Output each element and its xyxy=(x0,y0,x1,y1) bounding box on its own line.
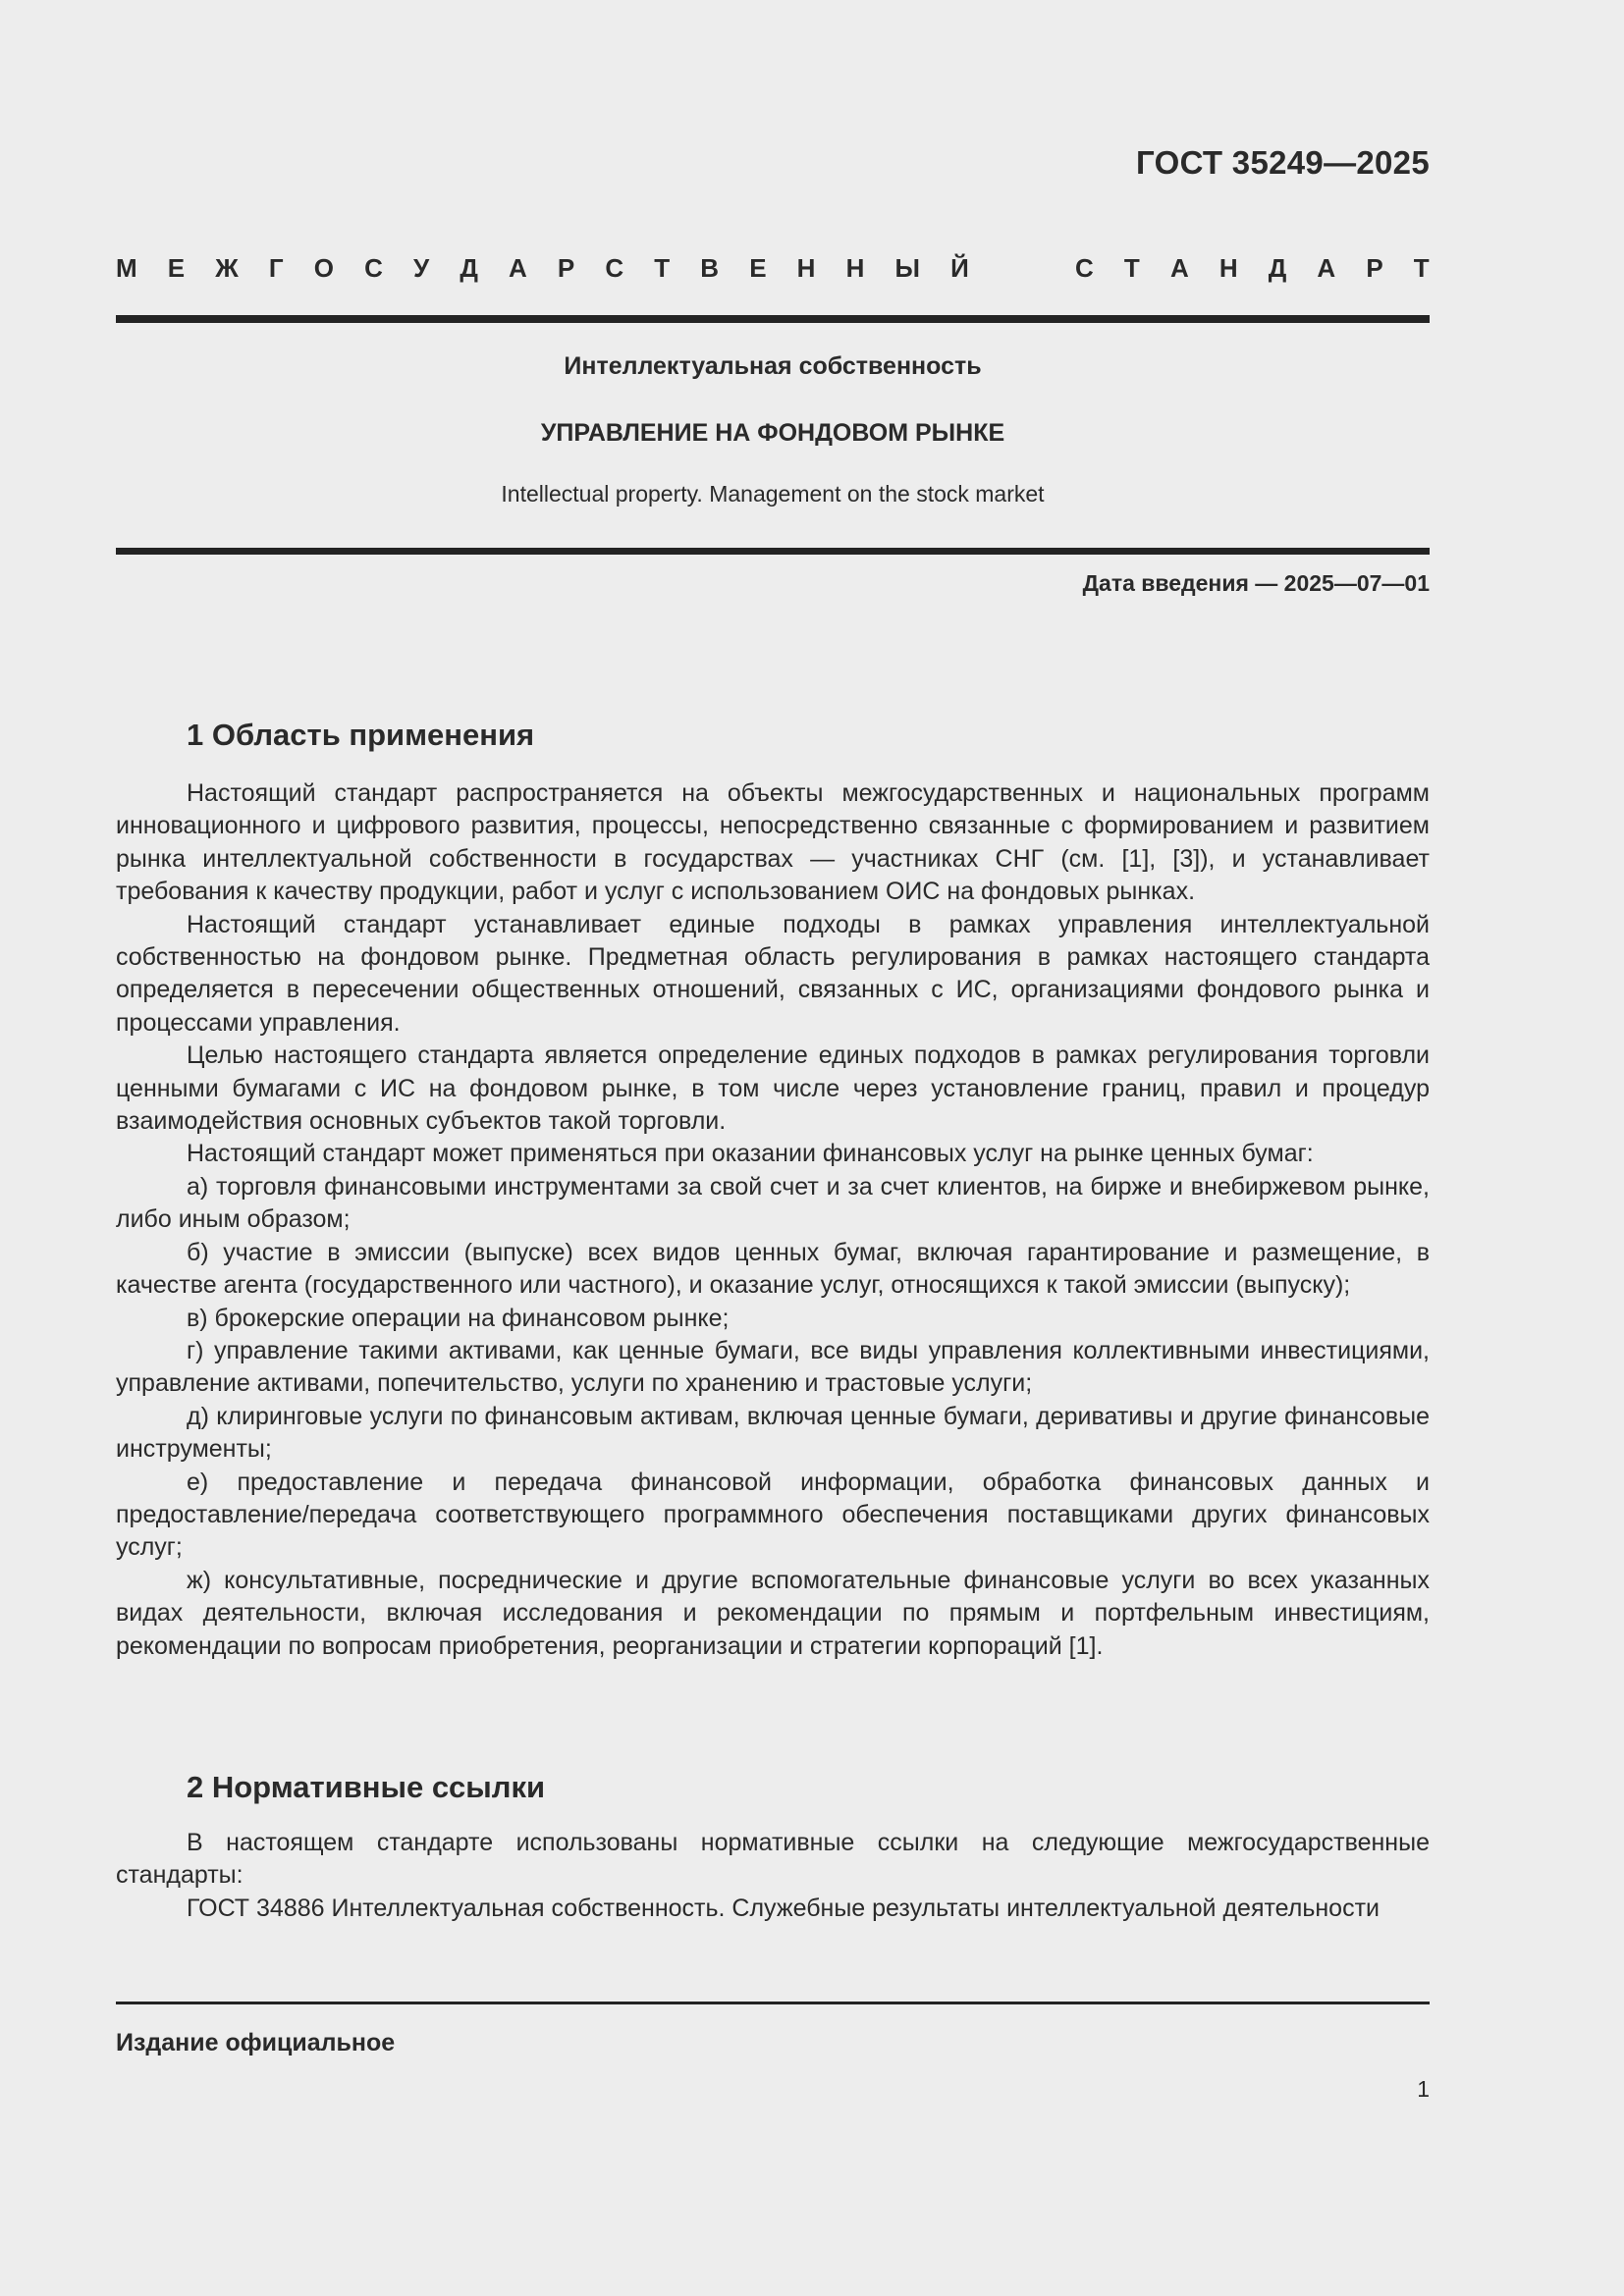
gost-number: ГОСТ 35249—2025 xyxy=(1136,144,1430,181)
heading-letter: Р xyxy=(1366,253,1383,283)
paragraph: Настоящий стандарт устанавливает единые подходы в рамках управления интеллектуальной собственностью на фондовом рынке. Предметная область регулирования в рамках настоящего стандарта определяется в пересечении общественных отношений, связанных с ИС, организациями фондового рынка и процессами управления. xyxy=(116,910,1430,1037)
heading-letter: А xyxy=(1169,253,1189,283)
list-item: в) брокерские операции на финансовом рынке; xyxy=(187,1304,730,1332)
word-gap xyxy=(1000,253,1045,284)
heading-letter: Т xyxy=(1413,253,1430,283)
heading-letter: Д xyxy=(1268,253,1287,283)
heading-letter: Й xyxy=(950,253,969,283)
list-item: а) торговля финансовыми инструментами за свой счет и за счет клиентов, на бирже и внебиржевом рынке, либо иным образом; xyxy=(116,1172,1430,1234)
section-2-body xyxy=(116,1827,1430,1925)
section-2-heading: 2 Нормативные ссылки xyxy=(187,1770,546,1804)
heading-letter: Ы xyxy=(894,253,920,283)
list-item: ж) консультативные, посреднические и другие вспомогательные финансовые услуги во всех указанных видах деятельности, включая исследования и рекомендации по прямым и портфельным инвестициям, рекомендации по вопросам приобретения, реорганизации и стратегии корпораций [1]. xyxy=(116,1566,1430,1660)
paragraph: ГОСТ 34886 Интеллектуальная собственность. Служебные результаты интеллектуальной деятельности xyxy=(187,1894,1380,1922)
standard-type-heading xyxy=(116,253,1430,284)
title-english: Intellectual property. Management on the stock market xyxy=(501,481,1045,507)
heading-letter: Е xyxy=(749,253,767,283)
document-page xyxy=(116,0,1430,2296)
heading-letter: С xyxy=(364,253,383,283)
heading-letter: Т xyxy=(654,253,671,283)
heading-letter: Н xyxy=(1218,253,1238,283)
section-1-heading: 1 Область применения xyxy=(187,718,535,752)
edition-note: Издание официальное xyxy=(116,2029,396,2056)
heading-letter: Т xyxy=(1123,253,1140,283)
heading-letter: Ж xyxy=(215,253,239,283)
page-number: 1 xyxy=(1417,2076,1430,2102)
list-item: б) участие в эмиссии (выпуске) всех видов ценных бумаг, включая гарантирование и размещение, в качестве агента (государственного или частного), и оказание услуг, относящихся к такой эмиссии (выпуску); xyxy=(116,1238,1430,1300)
header-top-rule xyxy=(116,315,1430,323)
list-item: г) управление такими активами, как ценные бумаги, все виды управления коллективными инвестициями, управление активами, попечительство, услуги по хранению и трастовые услуги; xyxy=(116,1336,1430,1398)
heading-letter: У xyxy=(413,253,430,283)
paragraph: Настоящий стандарт распространяется на объекты межгосударственных и национальных программ инновационного и цифрового развития, процессы, непосредственно связанные с формированием и развитием рынка интеллектуальной собственности в государствах — участниках СНГ (см. [1], [3]), и устанавливает требования к качеству продукции, работ и услуг с использованием ОИС на фондовых рынках. xyxy=(116,779,1430,906)
heading-letter: О xyxy=(313,253,334,283)
title-field: Интеллектуальная собственность xyxy=(564,352,982,380)
title-main: УПРАВЛЕНИЕ НА ФОНДОВОМ РЫНКЕ xyxy=(540,419,1005,447)
heading-letter: В xyxy=(700,253,720,283)
paragraph: В настоящем стандарте использованы нормативные ссылки на следующие межгосударственные стандарты: xyxy=(116,1829,1430,1890)
heading-letter: Н xyxy=(796,253,816,283)
paragraph: Целью настоящего стандарта является определение единых подходов в рамках регулирования торговли ценными бумагами с ИС на фондовом рынке, в том числе через установление границ, правил и процедур взаимодействия основных субъектов такой торговли. xyxy=(116,1041,1430,1136)
section-1-body xyxy=(116,777,1430,1663)
heading-letter: Е xyxy=(167,253,186,283)
header-bottom-rule xyxy=(116,548,1430,555)
introduction-date: Дата введения — 2025—07—01 xyxy=(1082,570,1430,596)
heading-letter: С xyxy=(1075,253,1094,283)
heading-letter: Д xyxy=(460,253,478,283)
heading-letter: Н xyxy=(845,253,865,283)
footer-rule xyxy=(116,2002,1430,2004)
heading-letter: Г xyxy=(268,253,284,283)
heading-letter: Р xyxy=(557,253,575,283)
heading-letter: М xyxy=(116,253,137,283)
list-item: д) клиринговые услуги по финансовым активам, включая ценные бумаги, деривативы и другие финансовые инструменты; xyxy=(116,1402,1430,1464)
paragraph: Настоящий стандарт может применяться при оказании финансовых услуг на рынке ценных бумаг: xyxy=(187,1140,1314,1168)
heading-letter: А xyxy=(1317,253,1336,283)
list-item: е) предоставление и передача финансовой информации, обработка финансовых данных и предоставление/передача соответствующего программного обеспечения поставщиками других финансовых услуг; xyxy=(116,1468,1430,1562)
heading-letter: А xyxy=(509,253,527,283)
heading-letter: С xyxy=(605,253,624,283)
